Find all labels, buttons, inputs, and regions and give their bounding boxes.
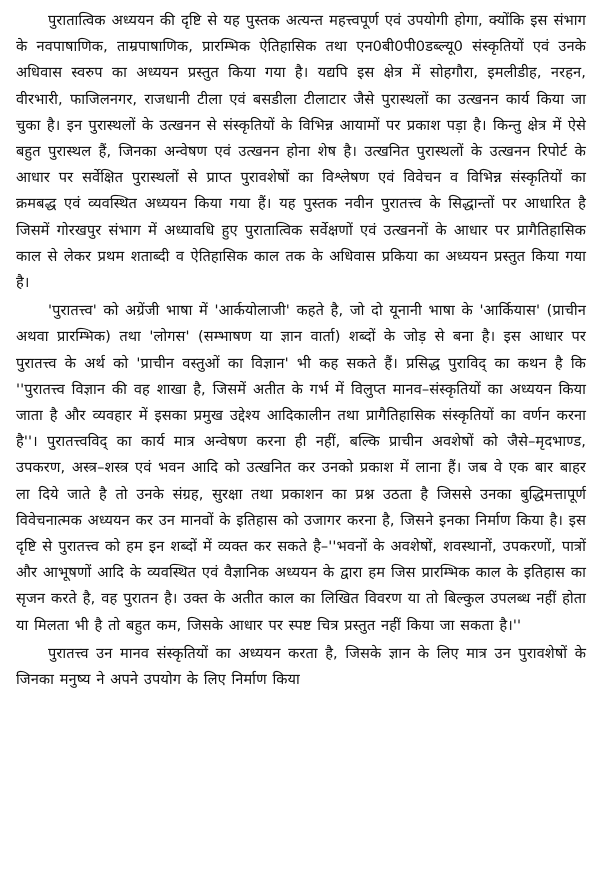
- paragraph-2: 'पुरातत्त्व' को अग्रेंजी भाषा में 'आर्कयोलाजी' कहते है, जो दो यूनानी भाषा के 'आर्कियास' (प्राचीन अथवा प्रारम्भिक) तथा 'लोगस' (सम्भाषण या ज्ञान वार्ता) शब्दों के जोड़ से बना है। इस आधार पर पुरातत्त्व के अर्थ को 'प्राचीन वस्तुओं का विज्ञान' भी कह सकते हैं। प्रसिद्ध पुराविद् का कथन है कि ''पुरातत्त्व विज्ञान की वह शाखा है, जिसमें अतीत के गर्भ में विलुप्त मानव–संस्कृतियों का अध्ययन किया जाता है और व्यवहार में इसका प्रमुख उद्देश्य आदिकालीन तथा प्रागैतिहासिक संस्कृतियों का वर्णन करना है''। पुरातत्त्वविद् का कार्य मात्र अन्वेषण करना ही नहीं, बल्कि प्राचीन अवशेषों को जैसे–मृदभाण्ड, उपकरण, अस्त्र–शस्त्र एवं भवन आदि को उत्खनित कर उनको प्रकाश में लाना हैं। जब वे एक बार बाहर ला दिये जाते है तो उनके संग्रह, सुरक्षा तथा प्रकाशन का प्रश्न उठता है जिससे उनका बुद्धिमत्तापूर्ण विवेचनात्मक अध्ययन कर उन मानवों के इतिहास को उजागर करना है, जिसने इनका निर्माण किया है। इस दृष्टि से पुरातत्त्व को हम इन शब्दों में व्यक्त कर सकते है–''भवनों के अवशेषों, शवस्थानों, उपकरणों, पात्रों और आभूषणों आदि के व्यवस्थित एवं वैज्ञानिक अध्ययन के द्वारा हम जिस प्रारम्भिक काल के इतिहास का सृजन करते है, वह पुरातन है। उक्त के अतीत काल का लिखित विवरण या तो बिल्कुल उपलब्ध नहीं होता या मिलता भी है तो बहुत कम, जिसके आधार पर स्पष्ट चित्र प्रस्तुत नहीं किया जा सकता है।'': [16, 302, 586, 634]
- paragraph-1: पुरातात्विक अध्ययन की दृष्टि से यह पुस्तक अत्यन्त महत्त्वपूर्ण एवं उपयोगी होगा, क्योंकि इस संभाग के नवपाषाणिक, ताम्रपाषाणिक, प्रारम्भिक ऐतिहासिक तथा एन0बी0पी0डब्ल्यू0 संस्कृतियों एवं उनके अधिवास स्वरुप का अध्ययन प्रस्तुत किया गया है। यद्यपि इस क्षेत्र में सोहगौरा, इमलीडीह, नरहन, वीरभारी, फाजिलनगर, राजधानी टीला एवं बसडीला टीलाटार जैसे पुरास्थलों का उत्खनन कार्य किया जा चुका है। इन पुरास्थलों के उत्खनन से संस्कृतियों के विभिन्न आयामों पर प्रकाश पड़ा है। किन्तु क्षेत्र में ऐसे बहुत पुरास्थल हैं, जिनका अन्वेषण एवं उत्खनन होना शेष है। उत्खनित पुरास्थलों के उत्खनन रिपोर्ट के आधार पर सर्वेक्षित पुरास्थलों से प्राप्त पुरावशेषों का विश्लेषण एवं विवेचन व विभिन्न संस्कृतियों का क्रमबद्ध एवं व्यवस्थित अध्ययन किया गया हैं। यह पुस्तक नवीन पुरातत्त्व के सिद्धान्तों पर आधारित है जिसमें गोरखपुर संभाग में अध्यावधि हुए पुरातात्विक सर्वेक्षणों एवं उत्खननों के आधार पर प्रागैतिहासिक काल से लेकर प्रथम शताब्दी व ऐतिहासिक काल तक के अधिवास प्रकिया का अध्ययन प्रस्तुत किया गया है।: [16, 12, 586, 292]
- paragraph-3: पुरातत्त्व उन मानव संस्कृतियों का अध्ययन करता है, जिसके ज्ञान के लिए मात्र उन पुरावशेषों के जिनका मनुष्य ने अपने उपयोग के लिए निर्माण किया: [16, 644, 586, 689]
